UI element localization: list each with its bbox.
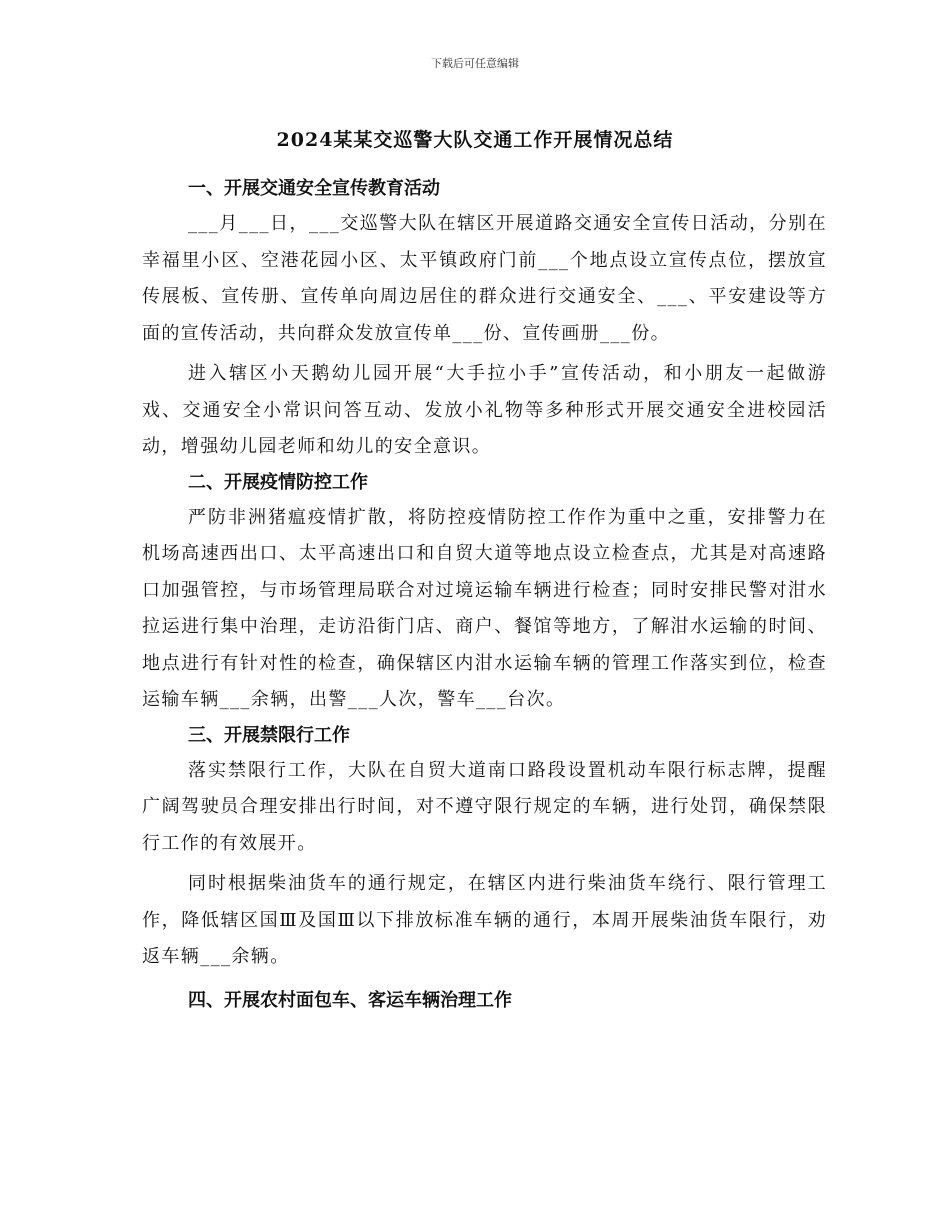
paragraph: 落实禁限行工作，大队在自贸大道南口路段设置机动车限行标志牌，提醒广阔驾驶员合理安排出行时间，对不遵守限行规定的车辆，进行处罚，确保禁限行工作的有效展开。 bbox=[142, 759, 827, 854]
paragraph: ___月___日，___交巡警大队在辖区开展道路交通安全宣传日活动，分别在幸福里小区、空港花园小区、太平镇政府门前___个地点设立宣传点位，摆放宣传展板、宣传册、宣传单向周边居住的群众进行交通安全、___、平安建设等方面的宣传活动，共向群众发放宣传单___份、宣传画册___份。 bbox=[142, 213, 827, 344]
download-note: 下载后可任意编辑 bbox=[431, 57, 519, 70]
paragraph: 进入辖区小天鹅幼儿园开展“大手拉小手”宣传活动，和小朋友一起做游戏、交通安全小常识问答互动、发放小礼物等多种形式开展交通安全进校园活动，增强幼儿园老师和幼儿的安全意识。 bbox=[142, 363, 827, 457]
section-heading: 三、开展禁限行工作 bbox=[188, 724, 350, 746]
section-heading: 二、开展疫情防控工作 bbox=[188, 471, 368, 493]
document-title: 2024某某交巡警大队交通工作开展情况总结 bbox=[276, 129, 674, 151]
document-body bbox=[142, 172, 827, 1018]
section-heading: 一、开展交通安全宣传教育活动 bbox=[188, 178, 440, 199]
paragraph: 同时根据柴油货车的通行规定，在辖区内进行柴油货车绕行、限行管理工作，降低辖区国Ⅲ及国Ⅲ以下排放标准车辆的通行，本周开展柴油货车限行，劝返车辆___余辆。 bbox=[142, 873, 827, 967]
paragraph: 严防非洲猪瘟疫情扩散，将防控疫情防控工作作为重中之重，安排警力在机场高速西出口、太平高速出口和自贸大道等地点设立检查点，尤其是对高速路口加强管控，与市场管理局联合对过境运输车辆进行检查；同时安排民警对泔水拉运进行集中治理，走访沿街门店、商户、餐馆等地方，了解泔水运输的时间、地点进行有针对性的检查，确保辖区内泔水运输车辆的管理工作落实到位，检查运输车辆___余辆，出警___人次，警车___台次。 bbox=[142, 506, 827, 710]
section-heading: 四、开展农村面包车、客运车辆治理工作 bbox=[188, 989, 512, 1011]
